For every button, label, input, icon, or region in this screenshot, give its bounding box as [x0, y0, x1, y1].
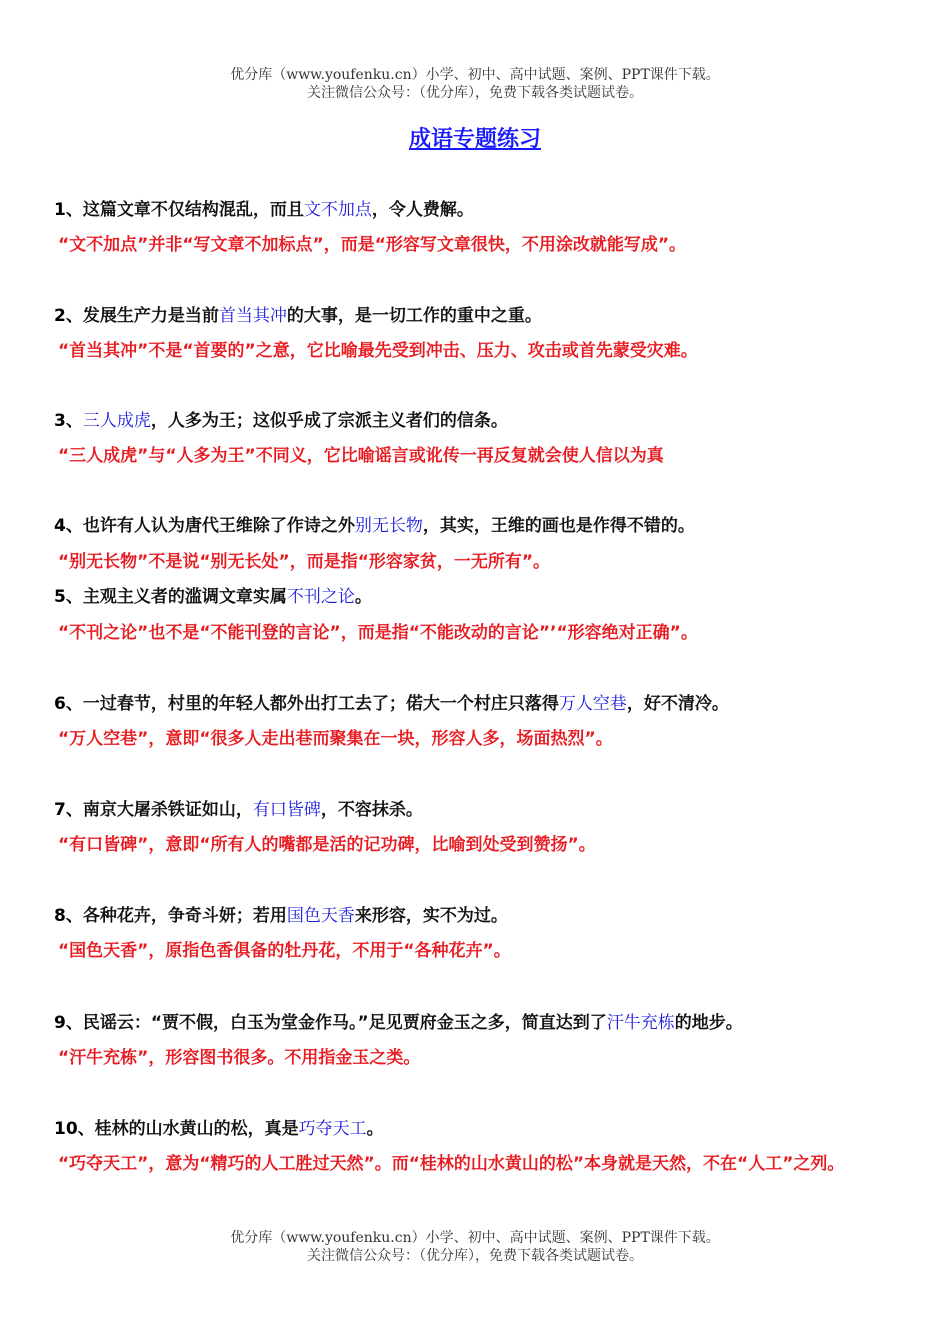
question-number: 1、 [54, 200, 83, 220]
idiom-highlight: 首当其冲 [218, 306, 287, 326]
question-number: 10、 [54, 1119, 95, 1139]
question-text-pre: 一过春节，村里的年轻人都外出打工去了；偌大一个村庄只落得 [82, 694, 559, 714]
answer-3: “三人成虎”与“人多为王”不同义，它比喻谣言或讹传一再反复就会使人信以为真 [58, 446, 664, 466]
header-line-2: 关注微信公众号：（优分库），免费下载各类试题试卷。 [307, 85, 643, 101]
question-text-pre: 民谣云：“贾不假，白玉为堂金作马。”足见贾府金玉之多，简直达到了 [82, 1013, 607, 1033]
question-number: 5、 [54, 587, 83, 607]
question-text-pre: 桂林的山水黄山的松，真是 [94, 1119, 299, 1139]
question-number: 6、 [54, 694, 83, 714]
answer-2: “首当其冲”不是“首要的”之意，它比喻最先受到冲击、压力、攻击或首先蒙受灾难。 [58, 341, 698, 361]
idiom-highlight: 国色天香 [286, 906, 355, 926]
question-number: 8、 [54, 906, 83, 926]
idiom-highlight: 万人空巷 [558, 694, 627, 714]
idiom-highlight: 巧夺天工 [298, 1119, 367, 1139]
question-number: 3、 [54, 411, 83, 431]
idiom-highlight: 不刊之论 [286, 587, 355, 607]
question-text-post: ，人多为王；这似乎成了宗派主义者们的信条。 [150, 411, 508, 431]
question-4 [54, 514, 914, 538]
question-text-post: 的地步。 [674, 1013, 743, 1033]
question-number: 9、 [54, 1013, 83, 1033]
question-number: 2、 [54, 306, 83, 326]
answer-4: “别无长物”不是说“别无长处”，而是指“形容家贫，一无所有”。 [58, 552, 551, 572]
question-9 [54, 1011, 914, 1035]
question-text-pre: 南京大屠杀铁证如山， [82, 800, 253, 820]
question-text-pre: 各种花卉，争奇斗妍；若用 [82, 906, 287, 926]
page-footer [0, 1229, 950, 1265]
question-3 [54, 409, 914, 433]
question-text-post: 来形容，实不为过。 [354, 906, 508, 926]
question-text-pre: 主观主义者的滥调文章实属 [82, 587, 287, 607]
answer-8: “国色天香”，原指色香俱备的牡丹花，不用于“各种花卉”。 [58, 941, 511, 961]
answer-6: “万人空巷”，意即“很多人走出巷而聚集在一块，形容人多，场面热烈”。 [58, 729, 613, 749]
page-title: 成语专题练习 [408, 127, 541, 152]
question-1 [54, 198, 914, 222]
question-5 [54, 585, 914, 609]
question-text-pre: 发展生产力是当前 [82, 306, 219, 326]
answer-9: “汗牛充栋”，形容图书很多。不用指金玉之类。 [58, 1048, 421, 1068]
idiom-highlight: 三人成虎 [82, 411, 151, 431]
question-text-post: ，好不清冷。 [626, 694, 729, 714]
question-text-post: ，不容抹杀。 [320, 800, 423, 820]
answer-5: “不刊之论”也不是“不能刊登的言论”，而是指“不能改动的言论”’“形容绝对正确”。 [58, 623, 698, 643]
question-text-post: ，其实，王维的画也是作得不错的。 [422, 516, 695, 536]
idiom-highlight: 有口皆碑 [252, 800, 321, 820]
question-text-pre: 这篇文章不仅结构混乱，而且 [82, 200, 304, 220]
question-number: 7、 [54, 800, 83, 820]
header-line-1: 优分库（www.youfenku.cn）小学、初中、高中试题、案例、PPT课件下载。 [230, 67, 720, 83]
footer-line-2: 关注微信公众号：（优分库），免费下载各类试题试卷。 [307, 1248, 643, 1264]
question-10 [54, 1117, 914, 1141]
question-text-post: ，令人费解。 [371, 200, 474, 220]
idiom-highlight: 别无长物 [354, 516, 423, 536]
question-2 [54, 304, 914, 328]
answer-10: “巧夺天工”，意为“精巧的人工胜过天然”。而“桂林的山水黄山的松”本身就是天然，不在“人工”之列。 [58, 1154, 845, 1174]
answer-1: “文不加点”并非“写文章不加标点”，而是“形容写文章很快，不用涂改就能写成”。 [58, 235, 687, 255]
question-7 [54, 798, 914, 822]
question-text-post: 的大事，是一切工作的重中之重。 [286, 306, 542, 326]
question-8 [54, 904, 914, 928]
idiom-highlight: 文不加点 [303, 200, 372, 220]
question-text-pre: 也许有人认为唐代王维除了作诗之外 [82, 516, 355, 536]
question-6 [54, 692, 914, 716]
question-text-post: 。 [366, 1119, 384, 1139]
footer-line-1: 优分库（www.youfenku.cn）小学、初中、高中试题、案例、PPT课件下载。 [230, 1230, 720, 1246]
answer-7: “有口皆碑”，意即“所有人的嘴都是活的记功碑，比喻到处受到赞扬”。 [58, 835, 596, 855]
idiom-highlight: 汗牛充栋 [606, 1013, 675, 1033]
question-text-post: 。 [354, 587, 372, 607]
page-header [0, 66, 950, 102]
question-number: 4、 [54, 516, 83, 536]
